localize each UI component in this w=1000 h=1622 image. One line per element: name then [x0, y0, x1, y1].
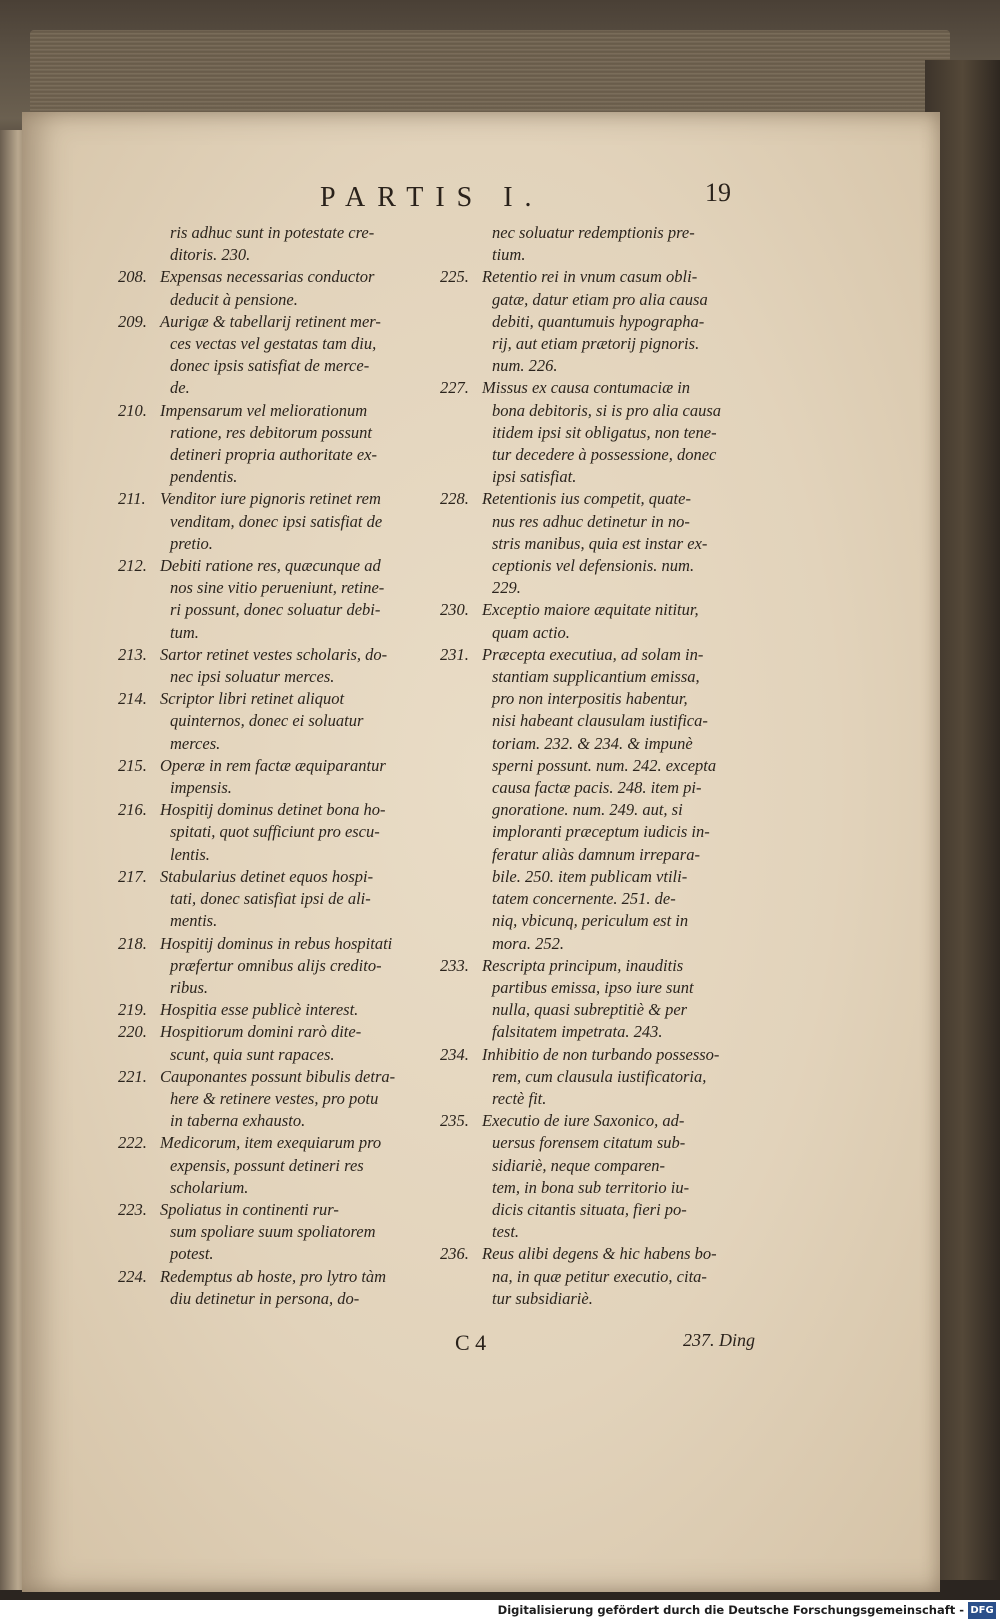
entry-line: Operæ in rem factæ æquiparantur — [160, 755, 386, 775]
entry-number: 233. — [440, 955, 469, 975]
entry-line: Hospitia esse publicè interest. — [160, 1000, 359, 1020]
entry-line: ri possunt, donec soluatur debi- — [170, 600, 381, 620]
entry-line: mora. 252. — [492, 933, 564, 953]
entry-number: 216. — [118, 800, 147, 820]
lead-in-line: ditoris. 230. — [170, 245, 251, 265]
index-entry — [440, 266, 780, 377]
index-entry — [118, 999, 438, 1021]
index-entry — [118, 755, 438, 799]
entry-line: quam actio. — [492, 622, 570, 642]
entry-line: here & retinere vestes, pro potu — [170, 1088, 379, 1108]
index-entry — [118, 1132, 438, 1199]
index-entry — [118, 1266, 438, 1310]
page-number: 19 — [705, 178, 731, 207]
entry-line: niq, vbicunq, periculum est in — [492, 911, 689, 931]
entry-line: Aurigæ & tabellarij retinent mer- — [160, 311, 381, 331]
entry-line: expensis, possunt detineri res — [170, 1155, 364, 1175]
entry-line: Exceptio maiore æquitate nititur, — [482, 600, 699, 620]
entry-line: gatæ, datur etiam pro alia causa — [492, 289, 708, 309]
index-entry — [118, 688, 438, 755]
entry-line: merces. — [170, 733, 221, 753]
entry-line: Reus alibi degens & hic habens bo- — [482, 1244, 717, 1264]
entry-line: nulla, quasi subreptitiè & per — [492, 1000, 688, 1020]
index-entry — [118, 555, 438, 644]
index-entry — [440, 377, 780, 488]
entry-line: ribus. — [170, 977, 209, 997]
index-entry — [118, 266, 438, 310]
entry-line: itidem ipsi sit obligatus, non tene- — [492, 422, 717, 442]
entry-number: 215. — [118, 755, 147, 775]
lead-in-line: nec soluatur redemptionis pre- — [492, 223, 695, 242]
entry-line: debiti, quantumuis hypographa- — [492, 311, 705, 331]
entry-line: Hospitij dominus detinet bona ho- — [160, 800, 386, 820]
left-column — [118, 222, 438, 1310]
entry-number: 227. — [440, 378, 469, 398]
entry-number: 236. — [440, 1244, 469, 1264]
entry-line: ratione, res debitorum possunt — [170, 422, 372, 442]
entry-number: 228. — [440, 489, 469, 509]
entry-line: imploranti præceptum iudicis in- — [492, 822, 710, 842]
entry-line: test. — [492, 1222, 520, 1242]
entry-line: tem, in bona sub territorio iu- — [492, 1177, 690, 1197]
footer-bar — [0, 1600, 1000, 1622]
entry-line: Præcepta executiua, ad solam in- — [482, 644, 704, 664]
entry-line: Missus ex causa contumaciæ in — [482, 378, 691, 398]
page-block-edge — [30, 30, 950, 125]
entry-line: pendentis. — [170, 467, 238, 487]
entry-line: scunt, quia sunt rapaces. — [170, 1044, 335, 1064]
entry-line: impensis. — [170, 778, 232, 798]
entry-line: Inhibitio de non turbando possesso- — [482, 1044, 720, 1064]
entry-line: Stabularius detinet equos hospi- — [160, 866, 374, 886]
entry-line: rectè fit. — [492, 1088, 547, 1108]
entry-line: sum spoliare suum spoliatorem — [170, 1222, 376, 1242]
entry-line: num. 226. — [492, 356, 558, 376]
entry-line: rij, aut etiam prætorij pignoris. — [492, 334, 700, 354]
index-entry — [118, 400, 438, 489]
entry-line: stantiam supplicantium emissa, — [492, 667, 700, 687]
entry-line: partibus emissa, ipso iure sunt — [492, 977, 694, 997]
entry-line: causa factæ pacis. 248. item pi- — [492, 778, 702, 798]
entry-line: venditam, donec ipsi satisfiat de — [170, 511, 383, 531]
entry-line: Redemptus ab hoste, pro lytro tàm — [160, 1266, 387, 1286]
dfg-logo: DFG — [968, 1602, 996, 1619]
index-entry — [440, 599, 780, 643]
entry-line: Rescripta principum, inauditis — [482, 955, 684, 975]
entry-line: sidiariè, neque comparen- — [492, 1155, 666, 1175]
index-entry — [440, 644, 780, 955]
index-entry — [440, 955, 780, 1044]
entry-line: Impensarum vel meliorationum — [160, 400, 368, 420]
entry-line: pretio. — [170, 533, 213, 553]
running-title: PARTIS I. — [320, 182, 544, 213]
entry-line: bona debitoris, si is pro alia causa — [492, 400, 722, 420]
entry-line: scholarium. — [170, 1177, 249, 1197]
entry-line: in taberna exhausto. — [170, 1111, 306, 1131]
entry-number: 220. — [118, 1022, 147, 1042]
entry-line: Expensas necessarias conductor — [160, 267, 375, 287]
index-entry — [440, 1044, 780, 1111]
entry-line: feratur aliàs damnum irrepara- — [492, 844, 700, 864]
entry-line: tatem concernente. 251. de- — [492, 889, 676, 909]
entry-line: deducit à pensione. — [170, 289, 298, 309]
entry-number: 219. — [118, 1000, 147, 1020]
entry-number: 218. — [118, 933, 147, 953]
entry-line: toriam. 232. & 234. & impunè — [492, 733, 693, 753]
entry-number: 212. — [118, 556, 147, 576]
entry-number: 223. — [118, 1199, 147, 1219]
index-entry — [118, 1066, 438, 1133]
entry-line: diu detinetur in persona, do- — [170, 1288, 360, 1308]
index-entry — [440, 488, 780, 599]
index-entry — [118, 866, 438, 933]
entry-line: stris manibus, quia est instar ex- — [492, 533, 708, 553]
entry-line: 229. — [492, 578, 521, 598]
entry-line: dicis citantis situata, fieri po- — [492, 1199, 687, 1219]
index-entry — [118, 1199, 438, 1266]
index-entry — [118, 644, 438, 688]
entry-line: Medicorum, item exequiarum pro — [160, 1133, 382, 1153]
entry-number: 231. — [440, 644, 469, 664]
entry-line: nec ipsi soluatur merces. — [170, 667, 335, 687]
lead-in-line: tium. — [492, 245, 526, 265]
entry-line: de. — [170, 378, 190, 398]
lead-in-line: ris adhuc sunt in potestate cre- — [170, 223, 375, 242]
index-entry — [118, 799, 438, 866]
entry-line: uersus forensem citatum sub- — [492, 1133, 686, 1153]
entry-number: 217. — [118, 866, 147, 886]
entry-number: 211. — [118, 489, 146, 509]
entry-line: quinternos, donec ei soluatur — [170, 711, 364, 731]
right-column — [440, 222, 780, 1310]
entry-line: na, in quæ petitur executio, cita- — [492, 1266, 707, 1286]
index-entry — [118, 933, 438, 1000]
entry-line: lentis. — [170, 844, 210, 864]
index-entry — [118, 488, 438, 555]
index-entry — [440, 1110, 780, 1243]
entry-number: 210. — [118, 400, 147, 420]
entry-line: nos sine vitio perueniunt, retine- — [170, 578, 385, 598]
entry-line: nus res adhuc detinetur in no- — [492, 511, 690, 531]
entry-number: 225. — [440, 267, 469, 287]
entry-line: Spoliatus in continenti rur- — [160, 1199, 339, 1219]
index-entry — [440, 1243, 780, 1310]
entry-number: 209. — [118, 311, 147, 331]
entry-line: Scriptor libri retinet aliquot — [160, 689, 345, 709]
entry-line: Executio de iure Saxonico, ad- — [482, 1111, 685, 1131]
entry-number: 214. — [118, 689, 147, 709]
entry-line: bile. 250. item publicam vtili- — [492, 866, 688, 886]
entry-number: 235. — [440, 1111, 469, 1131]
entry-line: Venditor iure pignoris retinet rem — [160, 489, 381, 509]
entry-line: detineri propria authoritate ex- — [170, 445, 377, 465]
entry-line: Hospitij dominus in rebus hospitati — [160, 933, 393, 953]
entry-line: Cauponantes possunt bibulis detra- — [160, 1066, 396, 1086]
entry-line: sperni possunt. num. 242. excepta — [492, 755, 717, 775]
entry-number: 230. — [440, 600, 469, 620]
entry-number: 221. — [118, 1066, 147, 1086]
footer-credit: Digitalisierung gefördert durch die Deutsche Forschungsgemeinschaft - — [497, 1603, 964, 1617]
entry-line: præfertur omnibus alijs credito- — [170, 955, 382, 975]
entry-line: gnoratione. num. 249. aut, si — [492, 800, 683, 820]
entry-line: Retentio rei in vnum casum obli- — [482, 267, 698, 287]
entry-line: mentis. — [170, 911, 218, 931]
entry-line: ipsi satisfiat. — [492, 467, 577, 487]
entry-line: rem, cum clausula iustificatoria, — [492, 1066, 707, 1086]
catchword: 237. Ding — [683, 1330, 755, 1350]
entry-number: 222. — [118, 1133, 147, 1153]
entry-number: 213. — [118, 644, 147, 664]
entry-line: spitati, quot sufficiunt pro escu- — [170, 822, 380, 842]
entry-line: nisi habeant clausulam iustifica- — [492, 711, 708, 731]
entry-line: falsitatem impetrata. 243. — [492, 1022, 663, 1042]
entry-line: pro non interpositis habentur, — [492, 689, 688, 709]
entry-line: Hospitiorum domini rarò dite- — [160, 1022, 362, 1042]
entry-number: 234. — [440, 1044, 469, 1064]
entry-line: ceptionis vel defensionis. num. — [492, 556, 695, 576]
index-entry — [118, 1021, 438, 1065]
entry-line: tum. — [170, 622, 199, 642]
index-entry — [118, 311, 438, 400]
entry-line: tur subsidiariè. — [492, 1288, 593, 1308]
entry-line: potest. — [170, 1244, 214, 1264]
entry-number: 208. — [118, 267, 147, 287]
signature-mark: C 4 — [455, 1330, 487, 1355]
entry-line: Debiti ratione res, quæcunque ad — [160, 556, 381, 576]
entry-number: 224. — [118, 1266, 147, 1286]
entry-line: ces vectas vel gestatas tam diu, — [170, 334, 377, 354]
entry-line: tati, donec satisfiat ipsi de ali- — [170, 889, 371, 909]
entry-line: Retentionis ius competit, quate- — [482, 489, 691, 509]
entry-line: tur decedere à possessione, donec — [492, 445, 717, 465]
entry-line: donec ipsis satisfiat de merce- — [170, 356, 370, 376]
entry-line: Sartor retinet vestes scholaris, do- — [160, 644, 388, 664]
